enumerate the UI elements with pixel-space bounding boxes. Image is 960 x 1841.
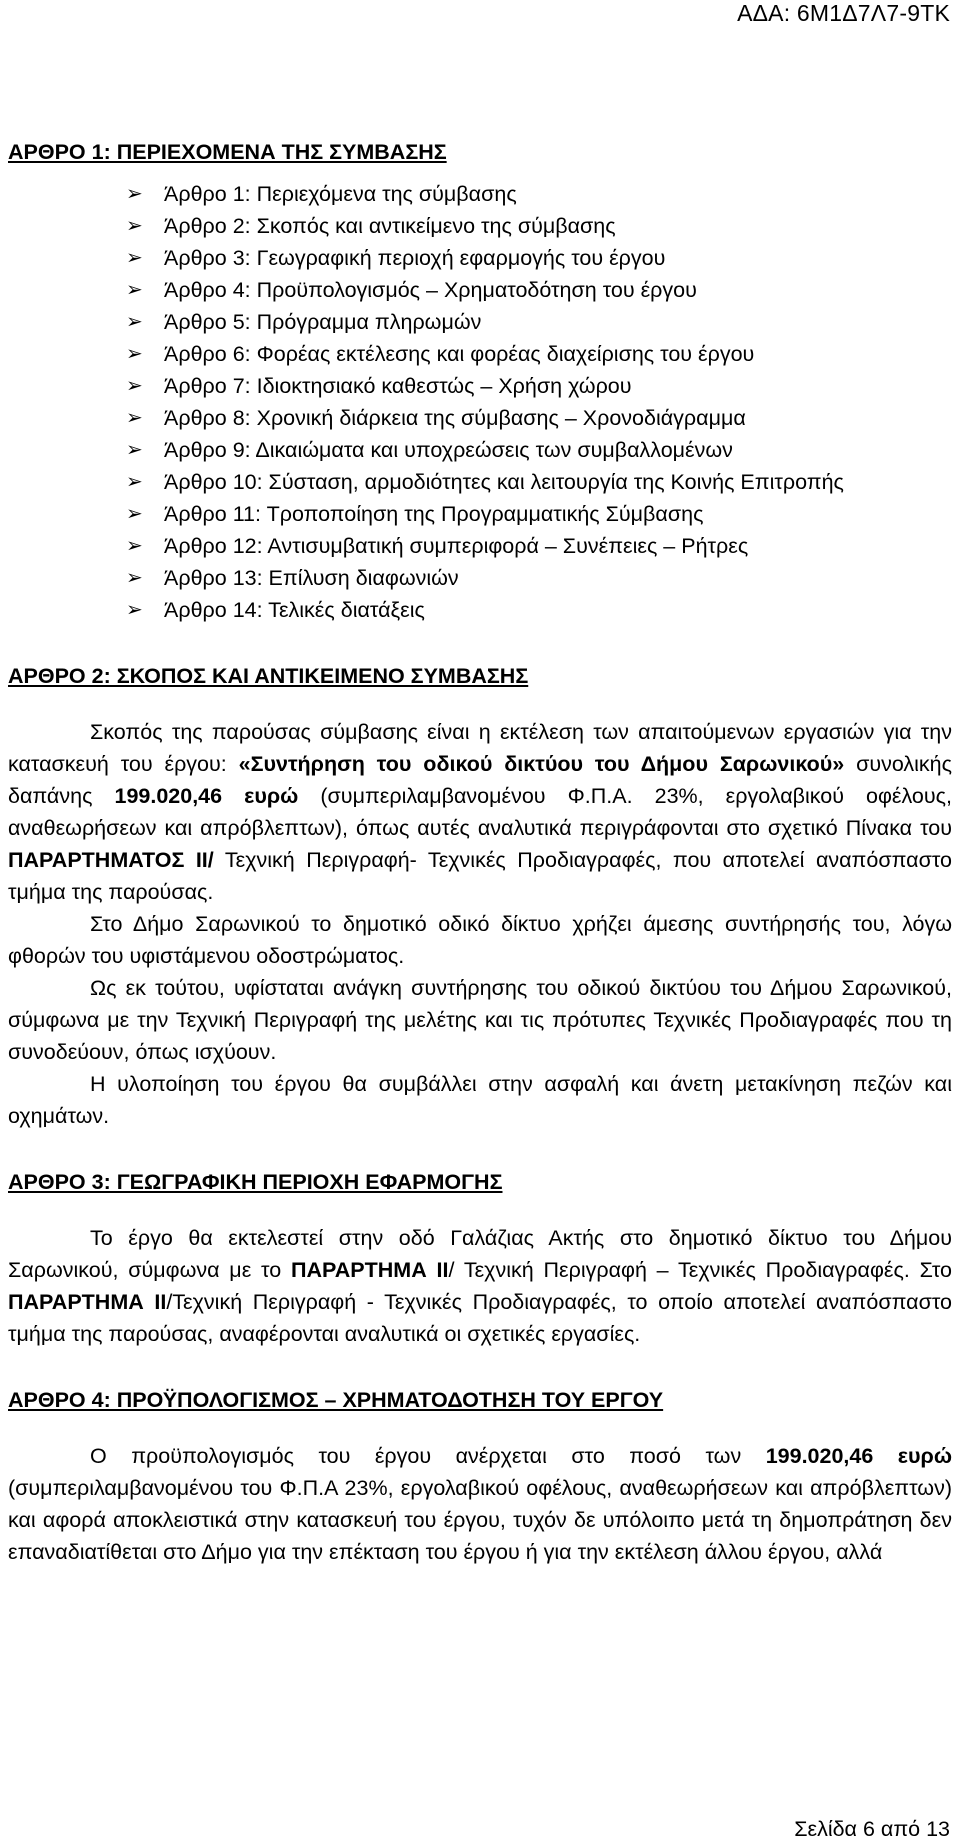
arrowhead-bullet-icon: ➢ (126, 471, 143, 493)
list-item: ➢ Άρθρο 9: Δικαιώματα και υποχρεώσεις των συμβαλλομένων (8, 434, 952, 466)
article-4-paragraph-1: Ο προϋπολογισμός του έργου ανέρχεται στο ποσό των 199.020,46 ευρώ (συμπεριλαμβανομένου του Φ.Π.Α 23%, εργολαβικού οφέλους, αναθεωρήσεων και απρόβλεπτων) και αφορά αποκλειστικά στην κατασκευή του έργου, τυχόν δε υπόλοιπο μετά τη δημοπράτηση δεν επαναδιατίθεται στο Δήμο για την επέκταση του έργου ή για την εκτέλεση άλλου έργου, αλλά (8, 1444, 952, 1564)
page-number: Σελίδα 6 από 13 (794, 1817, 950, 1841)
list-item: ➢ Άρθρο 6: Φορέας εκτέλεσης και φορέας διαχείρισης του έργου (8, 338, 952, 370)
arrowhead-bullet-icon: ➢ (126, 183, 143, 205)
list-item: ➢ Άρθρο 12: Αντισυμβατική συμπεριφορά – Συνέπειες – Ρήτρες (8, 530, 952, 562)
arrowhead-bullet-icon: ➢ (126, 279, 143, 301)
article-3-paragraph-1: Το έργο θα εκτελεστεί στην οδό Γαλάζιας Ακτής στο δημοτικό δίκτυο του Δήμου Σαρωνικού, σύμφωνα με το ΠΑΡΑΡΤΗΜΑ ΙΙ/ Τεχνική Περιγραφή – Τεχνικές Προδιαγραφές. Στο ΠΑΡΑΡΤΗΜΑ ΙΙ/Τεχνική Περιγραφή - Τεχνικές Προδιαγραφές, το οποίο αποτελεί αναπόσπαστο τμήμα της παρούσας, αναφέρονται αναλυτικά οι σχετικές εργασίες. (8, 1226, 952, 1346)
annex-reference: ΠΑΡΑΡΤΗΜΑΤΟΣ ΙΙ/ (8, 848, 214, 872)
list-item: ➢ Άρθρο 1: Περιεχόμενα της σύμβασης (8, 178, 952, 210)
arrowhead-bullet-icon: ➢ (126, 599, 143, 621)
budget-amount: 199.020,46 ευρώ (114, 784, 299, 808)
list-item: ➢ Άρθρο 4: Προϋπολογισμός – Χρηματοδότηση του έργου (8, 274, 952, 306)
arrowhead-bullet-icon: ➢ (126, 503, 143, 525)
list-item: ➢ Άρθρο 11: Τροποποίηση της Προγραμματικής Σύμβασης (8, 498, 952, 530)
list-item: ➢ Άρθρο 3: Γεωγραφική περιοχή εφαρμογής του έργου (8, 242, 952, 274)
arrowhead-bullet-icon: ➢ (126, 567, 143, 589)
article-2-paragraph-3: Ως εκ τούτου, υφίσταται ανάγκη συντήρησης του οδικού δικτύου του Δήμου Σαρωνικού, σύμφωνα με την Τεχνική Περιγραφή της μελέτης και τις πρότυπες Τεχνικές Προδιαγραφές που τη συνοδεύουν, όπως ισχύουν. (8, 976, 952, 1064)
article-2-paragraph-1: Σκοπός της παρούσας σύμβασης είναι η εκτέλεση των απαιτούμενων εργασιών για την κατασκευή του έργου: «Συντήρηση του οδικού δικτύου του Δήμου Σαρωνικού» συνολικής δαπάνης 199.020,46 ευρώ (συμπεριλαμβανομένου Φ.Π.Α. 23%, εργολαβικού οφέλους, αναθεωρήσεων και απρόβλεπτων), όπως αυτές αναλυτικά περιγράφονται στο σχετικό Πίνακα του ΠΑΡΑΡΤΗΜΑΤΟΣ ΙΙ/ Τεχνική Περιγραφή- Τεχνικές Προδιαγραφές, που αποτελεί αναπόσπαστο τμήμα της παρούσας. (8, 720, 953, 904)
arrowhead-bullet-icon: ➢ (126, 407, 143, 429)
arrowhead-bullet-icon: ➢ (126, 535, 143, 557)
list-item: ➢ Άρθρο 14: Τελικές διατάξεις (8, 594, 952, 626)
article-4-heading: ΑΡΘΡΟ 4: ΠΡΟΫΠΟΛΟΓΙΣΜΟΣ – ΧΡΗΜΑΤΟΔΟΤΗΣΗ ΤΟΥ ΕΡΓΟΥ (8, 1388, 664, 1412)
arrowhead-bullet-icon: ➢ (126, 439, 143, 461)
article-2-paragraph-4: Η υλοποίηση του έργου θα συμβάλλει στην ασφαλή και άνετη μετακίνηση πεζών και οχημάτων. (8, 1072, 952, 1128)
arrowhead-bullet-icon: ➢ (126, 247, 143, 269)
annex-reference: ΠΑΡΑΡΤΗΜΑ ΙΙ (290, 1258, 449, 1282)
article-2-heading: ΑΡΘΡΟ 2: ΣΚΟΠΟΣ ΚΑΙ ΑΝΤΙΚΕΙΜΕΝΟ ΣΥΜΒΑΣΗΣ (8, 664, 529, 688)
arrowhead-bullet-icon: ➢ (126, 343, 143, 365)
budget-amount: 199.020,46 ευρώ (765, 1444, 952, 1468)
article-2-paragraph-2: Στο Δήμο Σαρωνικού το δημοτικό οδικό δίκτυο χρήζει άμεσης συντήρησής του, λόγω φθορών του υφιστάμενου οδοστρώματος. (8, 912, 952, 968)
annex-reference: ΠΑΡΑΡΤΗΜΑ ΙΙ (8, 1290, 167, 1314)
list-item: ➢ Άρθρο 7: Ιδιοκτησιακό καθεστώς – Χρήση χώρου (8, 370, 952, 402)
arrowhead-bullet-icon: ➢ (126, 375, 143, 397)
arrowhead-bullet-icon: ➢ (126, 311, 143, 333)
list-item: ➢ Άρθρο 2: Σκοπός και αντικείμενο της σύμβασης (8, 210, 952, 242)
list-item: ➢ Άρθρο 8: Χρονική διάρκεια της σύμβασης – Χρονοδιάγραμμα (8, 402, 952, 434)
ada-code: ΑΔΑ: 6Μ1Δ7Λ7-9ΤΚ (737, 0, 950, 26)
list-item: ➢ Άρθρο 5: Πρόγραμμα πληρωμών (8, 306, 952, 338)
project-title: «Συντήρηση του οδικού δικτύου του Δήμου Σαρωνικού» (238, 752, 845, 776)
list-item: ➢ Άρθρο 13: Επίλυση διαφωνιών (8, 562, 952, 594)
list-item: ➢ Άρθρο 10: Σύσταση, αρμοδιότητες και λειτουργία της Κοινής Επιτροπής (8, 466, 952, 498)
article-1-heading: ΑΡΘΡΟ 1: ΠΕΡΙΕΧΟΜΕΝΑ ΤΗΣ ΣΥΜΒΑΣΗΣ (8, 140, 447, 164)
document-body (8, 136, 952, 1568)
article-3-heading: ΑΡΘΡΟ 3: ΓΕΩΓΡΑΦΙΚΗ ΠΕΡΙΟΧΗ ΕΦΑΡΜΟΓΗΣ (8, 1170, 503, 1194)
arrowhead-bullet-icon: ➢ (126, 215, 143, 237)
article-list (8, 178, 952, 626)
